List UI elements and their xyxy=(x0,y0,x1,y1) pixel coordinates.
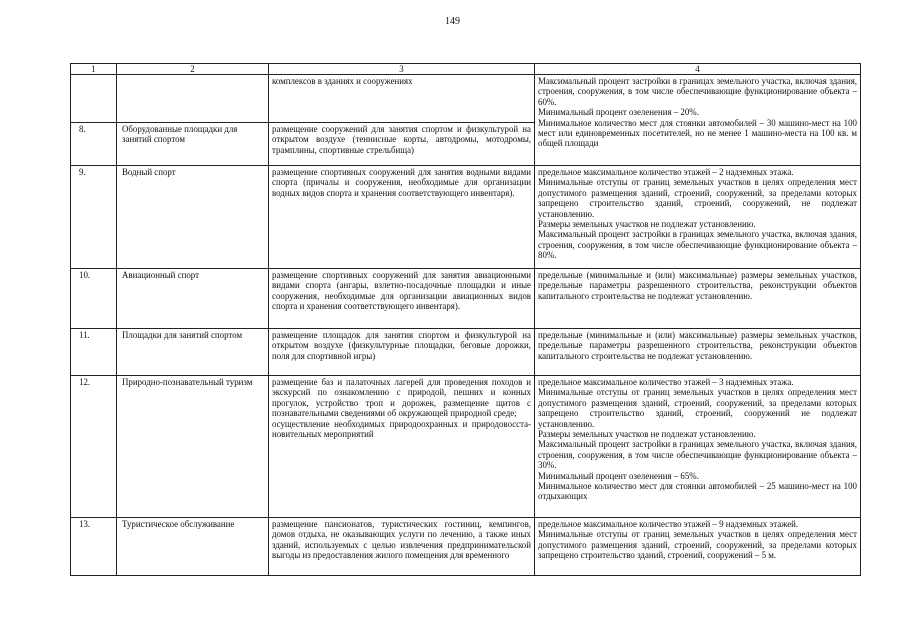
description-paragraph: комплексов в зданиях и сооружениях xyxy=(272,76,413,86)
row-description xyxy=(269,75,535,123)
parameter-paragraph: предельное максимальное количество этажей – 9 надземных этажей. xyxy=(538,519,799,529)
row-name xyxy=(117,75,269,123)
table-row xyxy=(71,329,861,376)
parameter-paragraph: Минимальный процент озеленения – 65%. xyxy=(538,470,699,481)
description-paragraph: осуществление необходимых природоохранных и природовосста-новительных мероприятий xyxy=(272,418,531,440)
regulations-table xyxy=(70,63,861,576)
parameter-paragraph: Максимальный процент застройки в границах земельного участка, включая здания, строения, сооружения, в том числе обеспечивающие функционирование объекта – 80%. xyxy=(538,229,857,261)
parameter-paragraph: Минимальные отступы от границ земельных участков в целях определения мест допустимого размещения зданий, строений, сооружений, за пределами которых запрещено строительство зданий, строений, сооружений – 5 м. xyxy=(538,529,857,561)
row-number: 8. xyxy=(71,123,117,166)
row-name: Площадки для занятий спортом xyxy=(117,329,269,376)
parameter-paragraph: предельное максимальное количество этажей – 3 надземных этажа. xyxy=(538,377,794,387)
table-row xyxy=(71,166,861,269)
description-paragraph: размещение баз и палаточных лагерей для проведения походов и экскурсий по ознакомлению с природой, пешних и конных прогулок, устройство троп и дорожек, размещение щитов с познавательными сведениями об окружающей природной среде; xyxy=(272,377,531,419)
description-paragraph: размещение пансионатов, туристических гостиниц, кемпингов, домов отдыха, не оказывающих услуги по лечению, а также иных зданий, используемых с целью извлечения предпринимательской выгоды из предоставления жилого помещения для временного xyxy=(272,519,531,561)
row-parameters xyxy=(535,166,861,269)
column-number-3: 3 xyxy=(269,64,535,75)
row-number xyxy=(71,75,117,123)
column-number-4: 4 xyxy=(535,64,861,75)
parameter-paragraph: Размеры земельных участков не подлежат установлению. xyxy=(538,219,756,230)
parameter-paragraph: Минимальный процент озеленения – 20%. xyxy=(538,107,699,118)
column-number-2: 2 xyxy=(117,64,269,75)
parameter-paragraph: Размеры земельных участков не подлежат установлению. xyxy=(538,429,756,440)
row-description xyxy=(269,329,535,376)
page-number: 149 xyxy=(445,16,460,27)
parameter-paragraph: Минимальное количество мест для стоянки автомобилей – 30 машино-мест на 100 мест или единовременных посетителей, но не менее 1 машино-места на 100 кв. м общей площади xyxy=(538,117,857,149)
row-name: Туристическое обслуживание xyxy=(117,518,269,576)
row-parameters xyxy=(535,75,861,166)
row-parameters xyxy=(535,376,861,518)
row-parameters xyxy=(535,329,861,376)
description-paragraph: размещение площадок для занятия спортом и физкультурой на открытом воздухе (физкультурные площадки, беговые дорожки, поля для спортивной игры) xyxy=(272,330,531,361)
parameter-paragraph: предельные (минимальные и (или) максимальные) размеры земельных участков, предельные параметры разрешенного строительства, реконструкции объектов капитального строительства не подлежат установлению. xyxy=(538,270,857,301)
table-row xyxy=(71,518,861,576)
description-paragraph: размещение спортивных сооружений для занятия авиационными видами спорта (ангары, взлетно-посадочные площадки и иные сооружения, необходимые для организации авиационных видов спорта и хранения соответствующего инвентаря). xyxy=(272,270,531,312)
regulations-table-body xyxy=(71,64,861,576)
row-parameters xyxy=(535,269,861,329)
table-row xyxy=(71,376,861,518)
description-paragraph: размещение спортивных сооружений для занятия водными видами спорта (причалы и сооружения, необходимые для организации водных видов спорта и хранения соответствующего инвентаря). xyxy=(272,167,531,198)
row-description xyxy=(269,376,535,518)
row-description xyxy=(269,166,535,269)
row-parameters xyxy=(535,518,861,576)
row-description xyxy=(269,123,535,166)
row-number: 9. xyxy=(71,166,117,269)
parameter-paragraph: Максимальный процент застройки в границах земельного участка, включая здания, строения, сооружения, в том числе обеспечивающие функционирование объекта – 60%. xyxy=(538,76,857,107)
parameter-paragraph: Минимальные отступы от границ земельных участков в целях определения мест допустимого размещения зданий, строений, сооружений, за пределами которых запрещено строительство зданий, строений, сооружений, не подлежат установлению. xyxy=(538,177,857,219)
description-paragraph: размещение сооружений для занятия спортом и физкультурой на открытом воздухе (теннисные корты, автодромы, мотодромы, трамплины, спортивные стрельбища) xyxy=(272,124,531,155)
parameter-paragraph: Минимальные отступы от границ земельных участков в целях определения мест допустимого размещения зданий, строений, сооружений, за пределами которых запрещено строительство зданий, строений, сооружений не подлежат установлению. xyxy=(538,387,857,429)
row-name: Оборудованные площадки для занятий спортом xyxy=(117,123,269,166)
row-number: 12. xyxy=(71,376,117,518)
row-description xyxy=(269,518,535,576)
table-row xyxy=(71,75,861,123)
parameter-paragraph: предельные (минимальные и (или) максимальные) размеры земельных участков, предельные параметры разрешенного строительства, реконструкции объектов капитального строительства не подлежат установлению. xyxy=(538,330,857,361)
row-name: Водный спорт xyxy=(117,166,269,269)
row-number: 11. xyxy=(71,329,117,376)
parameter-paragraph: Минимальное количество мест для стоянки автомобилей – 25 машино-мест на 100 отдыхающих xyxy=(538,481,857,502)
row-description xyxy=(269,269,535,329)
row-number: 10. xyxy=(71,269,117,329)
row-name: Природно-познавательный туризм xyxy=(117,376,269,518)
column-number-1: 1 xyxy=(71,64,117,75)
row-number: 13. xyxy=(71,518,117,576)
column-number-row xyxy=(71,64,861,75)
parameter-paragraph: Максимальный процент застройки в границах земельного участка, включая здания, строения, сооружения, в том числе обеспечивающие функционирование объекта – 30%. xyxy=(538,439,857,471)
parameter-paragraph: предельное максимальное количество этажей – 2 надземных этажа. xyxy=(538,167,794,177)
row-name: Авиационный спорт xyxy=(117,269,269,329)
table-row xyxy=(71,269,861,329)
